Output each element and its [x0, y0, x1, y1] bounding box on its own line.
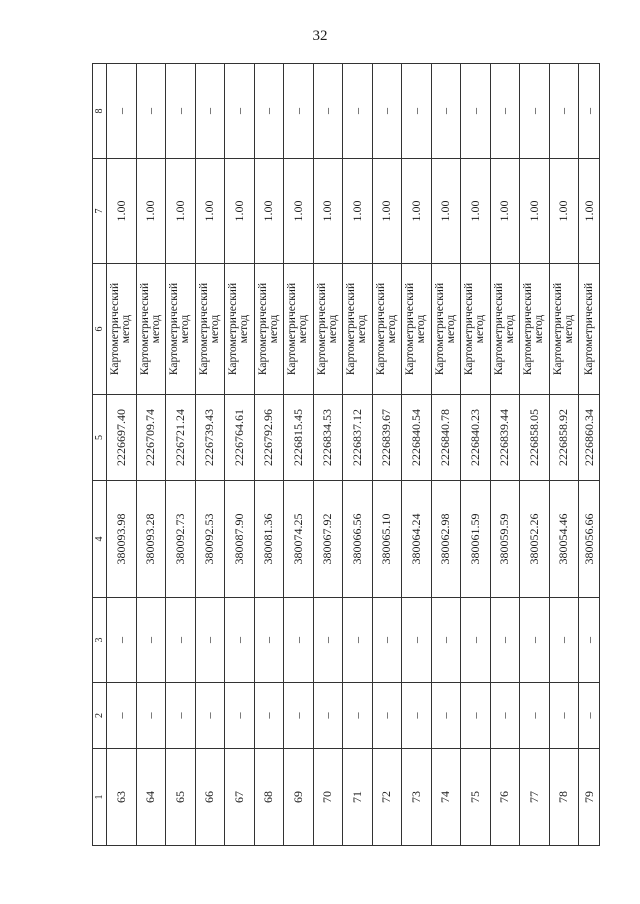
column-8-cell: – [284, 64, 314, 159]
x-coordinate-cell: 380074.25 [284, 481, 314, 598]
x-coordinate-cell: 380093.28 [136, 481, 166, 598]
point-number-cell: 78 [549, 749, 579, 846]
y-coordinate-cell: 2226840.54 [402, 395, 432, 481]
y-coordinate-cell: 2226858.05 [520, 395, 550, 481]
table-row [520, 64, 550, 846]
column-3-cell: – [313, 598, 343, 683]
accuracy-cell: 1.00 [284, 159, 314, 264]
x-coordinate-cell: 380064.24 [402, 481, 432, 598]
table-body [93, 64, 600, 846]
column-3-cell: – [520, 598, 550, 683]
accuracy-cell: 1.00 [107, 159, 137, 264]
header-cell-1: 1 [93, 749, 107, 846]
accuracy-cell: 1.00 [195, 159, 225, 264]
column-2-cell: – [461, 683, 491, 749]
method-cell [402, 264, 432, 395]
column-2-cell: – [284, 683, 314, 749]
method-cell [461, 264, 491, 395]
accuracy-cell: 1.00 [461, 159, 491, 264]
method-line-1: Картометрический [109, 282, 122, 376]
column-8-cell: – [461, 64, 491, 159]
column-3-cell: – [284, 598, 314, 683]
accuracy-cell: 1.00 [520, 159, 550, 264]
method-cell [549, 264, 579, 395]
table-row [225, 64, 255, 846]
page-number: 32 [312, 28, 328, 44]
coordinates-table [92, 63, 600, 846]
header-cell-3: 3 [93, 598, 107, 683]
column-2-cell: – [490, 683, 520, 749]
x-coordinate-cell: 380092.73 [166, 481, 196, 598]
method-cell [372, 264, 402, 395]
method-cell [520, 264, 550, 395]
column-2-cell: – [431, 683, 461, 749]
method-line-2: метод [326, 314, 339, 344]
y-coordinate-cell: 2226834.53 [313, 395, 343, 481]
column-2-cell: – [166, 683, 196, 749]
accuracy-cell: 1.00 [225, 159, 255, 264]
method-cell [313, 264, 343, 395]
y-coordinate-cell: 2226839.44 [490, 395, 520, 481]
method-cell [136, 264, 166, 395]
accuracy-cell: 1.00 [402, 159, 432, 264]
column-3-cell: – [402, 598, 432, 683]
method-line-1: Картометрический [551, 282, 564, 376]
column-8-cell: – [372, 64, 402, 159]
y-coordinate-cell: 2226815.45 [284, 395, 314, 481]
method-line-1: Картометрический [374, 282, 387, 376]
method-line-2: метод [208, 314, 221, 344]
table-row [402, 64, 432, 846]
point-number-cell: 66 [195, 749, 225, 846]
accuracy-cell: 1.00 [136, 159, 166, 264]
accuracy-cell: 1.00 [579, 159, 600, 264]
column-2-cell: – [313, 683, 343, 749]
column-8-cell: – [254, 64, 284, 159]
header-cell-7: 7 [93, 159, 107, 264]
method-cell [490, 264, 520, 395]
column-3-cell: – [107, 598, 137, 683]
method-line-1: Картометрический [463, 282, 476, 376]
point-number-cell: 64 [136, 749, 166, 846]
column-8-cell: – [195, 64, 225, 159]
point-number-cell: 67 [225, 749, 255, 846]
column-3-cell: – [579, 598, 600, 683]
point-number-cell: 72 [372, 749, 402, 846]
y-coordinate-cell: 2226739.43 [195, 395, 225, 481]
column-8-cell: – [313, 64, 343, 159]
column-2-cell: – [254, 683, 284, 749]
column-3-cell: – [431, 598, 461, 683]
table-row [579, 64, 600, 846]
method-line-2: метод [179, 314, 192, 344]
table-row [313, 64, 343, 846]
method-line-1: Картометрический [138, 282, 151, 376]
column-2-cell: – [225, 683, 255, 749]
column-8-cell: – [136, 64, 166, 159]
x-coordinate-cell: 380061.59 [461, 481, 491, 598]
method-line-2: метод [356, 314, 369, 344]
method-cell [284, 264, 314, 395]
point-number-cell: 76 [490, 749, 520, 846]
point-number-cell: 73 [402, 749, 432, 846]
rotated-table-container [92, 64, 600, 846]
x-coordinate-cell: 380059.59 [490, 481, 520, 598]
method-line-1: Картометрический [168, 282, 181, 376]
method-line-2: метод [238, 314, 251, 344]
method-line-2: метод [474, 314, 487, 344]
table-row [284, 64, 314, 846]
method-line-1: Картометрический [522, 282, 535, 376]
column-3-cell: – [254, 598, 284, 683]
column-8-cell: – [225, 64, 255, 159]
y-coordinate-cell: 2226840.23 [461, 395, 491, 481]
column-3-cell: – [166, 598, 196, 683]
column-2-cell: – [520, 683, 550, 749]
method-line-2: метод [149, 314, 162, 344]
column-3-cell: – [136, 598, 166, 683]
table-row [431, 64, 461, 846]
accuracy-cell: 1.00 [313, 159, 343, 264]
y-coordinate-cell: 2226860.34 [579, 395, 600, 481]
column-8-cell: – [166, 64, 196, 159]
method-line-1: Картометрический [345, 282, 358, 376]
x-coordinate-cell: 380081.36 [254, 481, 284, 598]
column-3-cell: – [549, 598, 579, 683]
column-8-cell: – [490, 64, 520, 159]
method-line-1: Картометрический [256, 282, 269, 376]
x-coordinate-cell: 380087.90 [225, 481, 255, 598]
x-coordinate-cell: 380066.56 [343, 481, 373, 598]
column-2-cell: – [372, 683, 402, 749]
accuracy-cell: 1.00 [490, 159, 520, 264]
method-cell [195, 264, 225, 395]
method-line-1: Картометрический [582, 282, 595, 376]
method-line-2: метод [444, 314, 457, 344]
y-coordinate-cell: 2226697.40 [107, 395, 137, 481]
y-coordinate-cell: 2226709.74 [136, 395, 166, 481]
x-coordinate-cell: 380092.53 [195, 481, 225, 598]
table-row [136, 64, 166, 846]
y-coordinate-cell: 2226764.61 [225, 395, 255, 481]
x-coordinate-cell: 380062.98 [431, 481, 461, 598]
method-cell [431, 264, 461, 395]
column-2-cell: – [195, 683, 225, 749]
method-line-2: метод [562, 314, 575, 344]
point-number-cell: 71 [343, 749, 373, 846]
header-cell-8: 8 [93, 64, 107, 159]
x-coordinate-cell: 380054.46 [549, 481, 579, 598]
method-line-2: метод [120, 314, 133, 344]
method-cell [225, 264, 255, 395]
point-number-cell: 65 [166, 749, 196, 846]
column-8-cell: – [431, 64, 461, 159]
point-number-cell: 75 [461, 749, 491, 846]
y-coordinate-cell: 2226839.67 [372, 395, 402, 481]
column-8-cell: – [343, 64, 373, 159]
table-row [254, 64, 284, 846]
point-number-cell: 69 [284, 749, 314, 846]
accuracy-cell: 1.00 [372, 159, 402, 264]
table-row [490, 64, 520, 846]
column-3-cell: – [195, 598, 225, 683]
column-8-cell: – [549, 64, 579, 159]
table-row [107, 64, 137, 846]
method-line-2: метод [385, 314, 398, 344]
method-line-1: Картометрический [315, 282, 328, 376]
table-row [343, 64, 373, 846]
method-line-2: метод [503, 314, 516, 344]
column-8-cell: – [402, 64, 432, 159]
column-2-cell: – [579, 683, 600, 749]
column-8-cell: – [107, 64, 137, 159]
x-coordinate-cell: 380065.10 [372, 481, 402, 598]
method-cell [343, 264, 373, 395]
method-line-1: Картометрический [227, 282, 240, 376]
column-8-cell: – [520, 64, 550, 159]
method-line-1: Картометрический [433, 282, 446, 376]
method-line-2: метод [415, 314, 428, 344]
y-coordinate-cell: 2226792.96 [254, 395, 284, 481]
accuracy-cell: 1.00 [549, 159, 579, 264]
table-row [372, 64, 402, 846]
method-line-1: Картометрический [492, 282, 505, 376]
method-cell [107, 264, 137, 395]
column-2-cell: – [549, 683, 579, 749]
method-line-1: Картометрический [404, 282, 417, 376]
x-coordinate-cell: 380052.26 [520, 481, 550, 598]
column-3-cell: – [490, 598, 520, 683]
accuracy-cell: 1.00 [431, 159, 461, 264]
column-2-cell: – [136, 683, 166, 749]
column-2-cell: – [402, 683, 432, 749]
column-8-cell: – [579, 64, 600, 159]
accuracy-cell: 1.00 [254, 159, 284, 264]
method-line-1: Картометрический [197, 282, 210, 376]
method-cell [166, 264, 196, 395]
column-3-cell: – [343, 598, 373, 683]
column-3-cell: – [225, 598, 255, 683]
method-line-1: Картометрический [286, 282, 299, 376]
x-coordinate-cell: 380056.66 [579, 481, 600, 598]
column-2-cell: – [107, 683, 137, 749]
header-cell-6: 6 [93, 264, 107, 395]
point-number-cell: 79 [579, 749, 600, 846]
method-line-2: метод [267, 314, 280, 344]
y-coordinate-cell: 2226837.12 [343, 395, 373, 481]
y-coordinate-cell: 2226858.92 [549, 395, 579, 481]
table-row [166, 64, 196, 846]
column-3-cell: – [461, 598, 491, 683]
method-line-2: метод [533, 314, 546, 344]
point-number-cell: 70 [313, 749, 343, 846]
point-number-cell: 77 [520, 749, 550, 846]
y-coordinate-cell: 2226840.78 [431, 395, 461, 481]
table-row [549, 64, 579, 846]
accuracy-cell: 1.00 [343, 159, 373, 264]
x-coordinate-cell: 380067.92 [313, 481, 343, 598]
table-header-row [93, 64, 107, 846]
column-2-cell: – [343, 683, 373, 749]
table-row [461, 64, 491, 846]
header-cell-5: 5 [93, 395, 107, 481]
table-row [195, 64, 225, 846]
header-cell-2: 2 [93, 683, 107, 749]
accuracy-cell: 1.00 [166, 159, 196, 264]
method-line-2: метод [297, 314, 310, 344]
point-number-cell: 68 [254, 749, 284, 846]
method-cell [254, 264, 284, 395]
y-coordinate-cell: 2226721.24 [166, 395, 196, 481]
header-cell-4: 4 [93, 481, 107, 598]
method-cell [579, 264, 600, 395]
point-number-cell: 74 [431, 749, 461, 846]
column-3-cell: – [372, 598, 402, 683]
x-coordinate-cell: 380093.98 [107, 481, 137, 598]
point-number-cell: 63 [107, 749, 137, 846]
